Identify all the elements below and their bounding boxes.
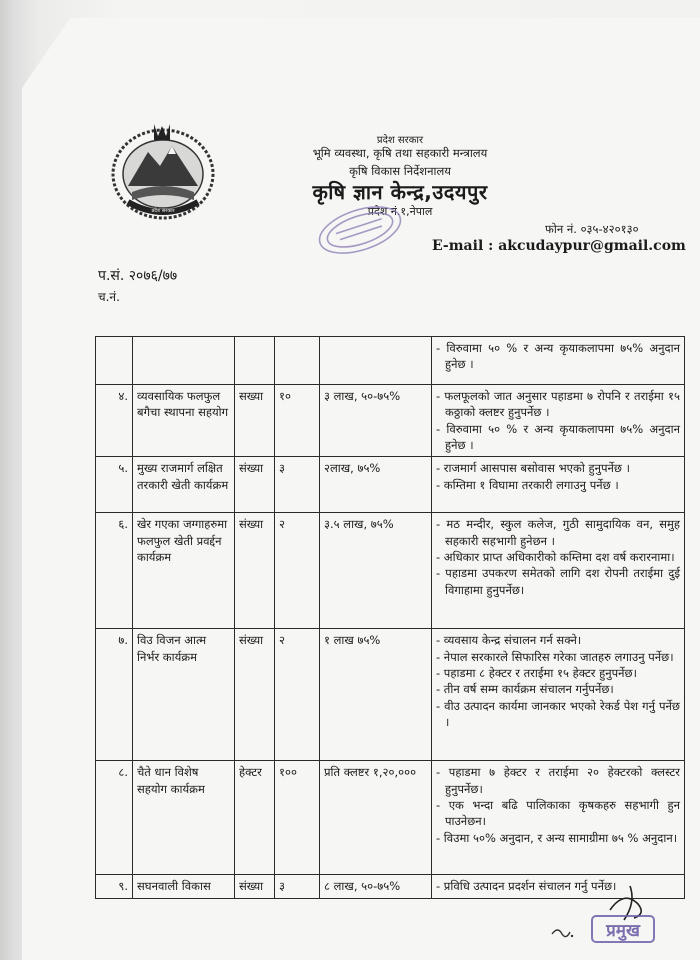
details-list	[436, 764, 680, 846]
quantity-cell	[275, 337, 320, 385]
header-address: प्रदेश नं.१,नेपाल	[367, 205, 433, 218]
phone-number: फोन नं. ०३५-४२०१३०	[545, 222, 639, 236]
serial-number-cell: ५.	[96, 457, 133, 513]
quantity-cell: १००	[275, 761, 320, 875]
details-cell	[432, 385, 685, 457]
detail-item: - अधिकार प्राप्त अधिकारीको कम्तिमा दश वर्ष करारनामा।	[436, 549, 675, 564]
amount-cell: ८ लाख, ५०-७५%	[320, 875, 432, 898]
amount-cell: २लाख, ७५%	[320, 457, 432, 513]
detail-item: - विरुवामा ५० % र अन्य कृयाकलापमा ७५% अनुदान हुनेछ ।	[436, 421, 680, 452]
details-list	[436, 516, 680, 598]
quantity-cell: १०	[275, 385, 320, 457]
details-cell	[432, 629, 685, 761]
unit-cell: संख्या	[235, 457, 275, 513]
detail-item: - विउमा ५०% अनुदान, र अन्य सामाग्रीमा ७५ % अनुदान।	[436, 830, 678, 845]
detail-item: - एक भन्दा बढि पालिकाका कृषकहरु सहभागी हुन पाउनेछन।	[436, 797, 680, 829]
unit-cell: सख्या	[235, 385, 275, 457]
signature-stamp	[550, 876, 670, 948]
detail-item: - पहाडमा ७ हेक्टर र तराईमा २० हेक्टरको क्लस्टर हुनुपर्नेछ।	[436, 765, 680, 796]
quantity-cell: ३	[275, 457, 320, 513]
serial-number-cell: ६.	[96, 513, 133, 629]
program-name-cell: खेर गएका जग्गाहरुमा फलफुल खेती प्रवर्द्दन कार्यक्रम	[133, 513, 235, 629]
detail-item: - नेपाल सरकारले सिफारिस गरेका जातहरु लगाउनु पर्नेछ।	[436, 649, 674, 664]
dispatch-number: च.नं.	[98, 290, 120, 304]
details-cell	[432, 761, 685, 875]
serial-number-cell: ८.	[96, 761, 133, 875]
detail-item: - मठ मन्दीर, स्कुल कलेज, गुठी सामुदायिक वन, समुह सहकारी सहभागी हुनेछन ।	[436, 517, 680, 548]
detail-item: - कम्तिमा १ विघामा तरकारी लगाउनु पर्नेछ ।	[436, 477, 619, 492]
email-line	[432, 238, 686, 254]
detail-item: - प्रविधि उत्पादन प्रदर्शन संचालन गर्नु पर्नेछ।	[436, 879, 617, 894]
table-row	[96, 629, 685, 761]
quantity-cell: २	[275, 629, 320, 761]
table-row	[96, 457, 685, 513]
detail-item: - राजमार्ग आसपास बसोवास भएको हुनुपर्नेछ ।	[436, 461, 630, 476]
email-label: E-mail :	[432, 238, 494, 254]
office-stamp-icon	[300, 200, 420, 260]
quantity-cell: ३	[275, 875, 320, 898]
serial-number-cell: ९.	[96, 875, 133, 898]
program-name-cell: चैते धान विशेष सहयोग कार्यक्रम	[133, 761, 235, 875]
program-name-cell: मुख्य राजमार्ग लक्षित तरकारी खेती कार्यक्रम	[133, 457, 235, 513]
detail-item: - विरुवामा ५० % र अन्य कृयाकलापमा ७५% अनुदान हुनेछ ।	[436, 341, 680, 372]
details-cell	[432, 337, 685, 385]
detail-item: - फलफूलको जात अनुसार पहाडमा ७ रोपनि र तराईमा १५ कठ्ठाको क्लष्टर हुनुपर्नेछ ।	[436, 389, 680, 420]
unit-cell	[235, 337, 275, 385]
detail-item: - पहाडमा ८ हेक्टर र तराईमा १५ हेक्टर हुनुपर्नेछ।	[436, 665, 637, 680]
details-list	[436, 460, 680, 493]
detail-item: - तीन वर्ष सम्म कार्यक्रम संचालन गर्नुपर्नेछ।	[436, 682, 614, 697]
program-name-cell: व्यवसायिक फलफुल बगैचा स्थापना सहयोग	[133, 385, 235, 457]
serial-number-cell: ७.	[96, 629, 133, 761]
table-row	[96, 385, 685, 457]
header-ministry: भूमि व्यवस्था, कृषि तथा सहकारी मन्त्रालय	[312, 146, 488, 160]
amount-cell: १ लाख ७५%	[320, 629, 432, 761]
details-list	[436, 632, 680, 730]
unit-cell: संख्या	[235, 513, 275, 629]
detail-item: - पहाडमा उपकरण समेतको लागि दश रोपनी तराईमा दुई विगाहामा हुनुपर्नेछ।	[436, 566, 680, 597]
header-province-govt: प्रदेश सरकार	[376, 135, 424, 146]
detail-item: - वीउ उत्पादन कार्यमा जानकार भएको रेकर्ड पेश गर्नु पर्नेछ ।	[436, 698, 680, 729]
svg-text:प्रदेश सरकार: प्रदेश सरकार	[151, 208, 175, 214]
detail-item: - व्यवसाय केन्द्र संचालन गर्न सक्ने।	[436, 633, 582, 648]
quantity-cell: २	[275, 513, 320, 629]
amount-cell: प्रति क्लष्टर १,२०,०००	[320, 761, 432, 875]
table-row	[96, 761, 685, 875]
nepal-emblem-icon	[110, 122, 216, 222]
serial-number-cell	[96, 337, 133, 385]
details-cell	[432, 513, 685, 629]
details-list	[436, 340, 680, 373]
reference-number: प.सं. २०७६/७७	[98, 268, 178, 284]
table-row	[96, 513, 685, 629]
email-address: akcudaypur@gmail.com	[498, 238, 686, 254]
program-name-cell: विउ विजन आत्म निर्भर कार्यक्रम	[133, 629, 235, 761]
program-table-body	[96, 337, 685, 899]
unit-cell: हेक्टर	[235, 761, 275, 875]
details-list	[436, 388, 680, 453]
table-row	[96, 337, 685, 385]
unit-cell: संख्या	[235, 875, 275, 898]
amount-cell: ३ लाख, ५०-७५%	[320, 385, 432, 457]
serial-number-cell: ४.	[96, 385, 133, 457]
amount-cell: ३.५ लाख, ७५%	[320, 513, 432, 629]
unit-cell: संख्या	[235, 629, 275, 761]
header-office-name: कृषि ज्ञान केन्द्र,उदयपुर	[312, 180, 488, 204]
program-table	[95, 336, 685, 899]
amount-cell	[320, 337, 432, 385]
signature-stamp-label: प्रमुख	[606, 921, 640, 941]
header-directorate: कृषि विकास निर्देशनालय	[349, 164, 451, 178]
details-cell	[432, 457, 685, 513]
program-name-cell	[133, 337, 235, 385]
program-name-cell: सघनवाली विकास	[133, 875, 235, 898]
